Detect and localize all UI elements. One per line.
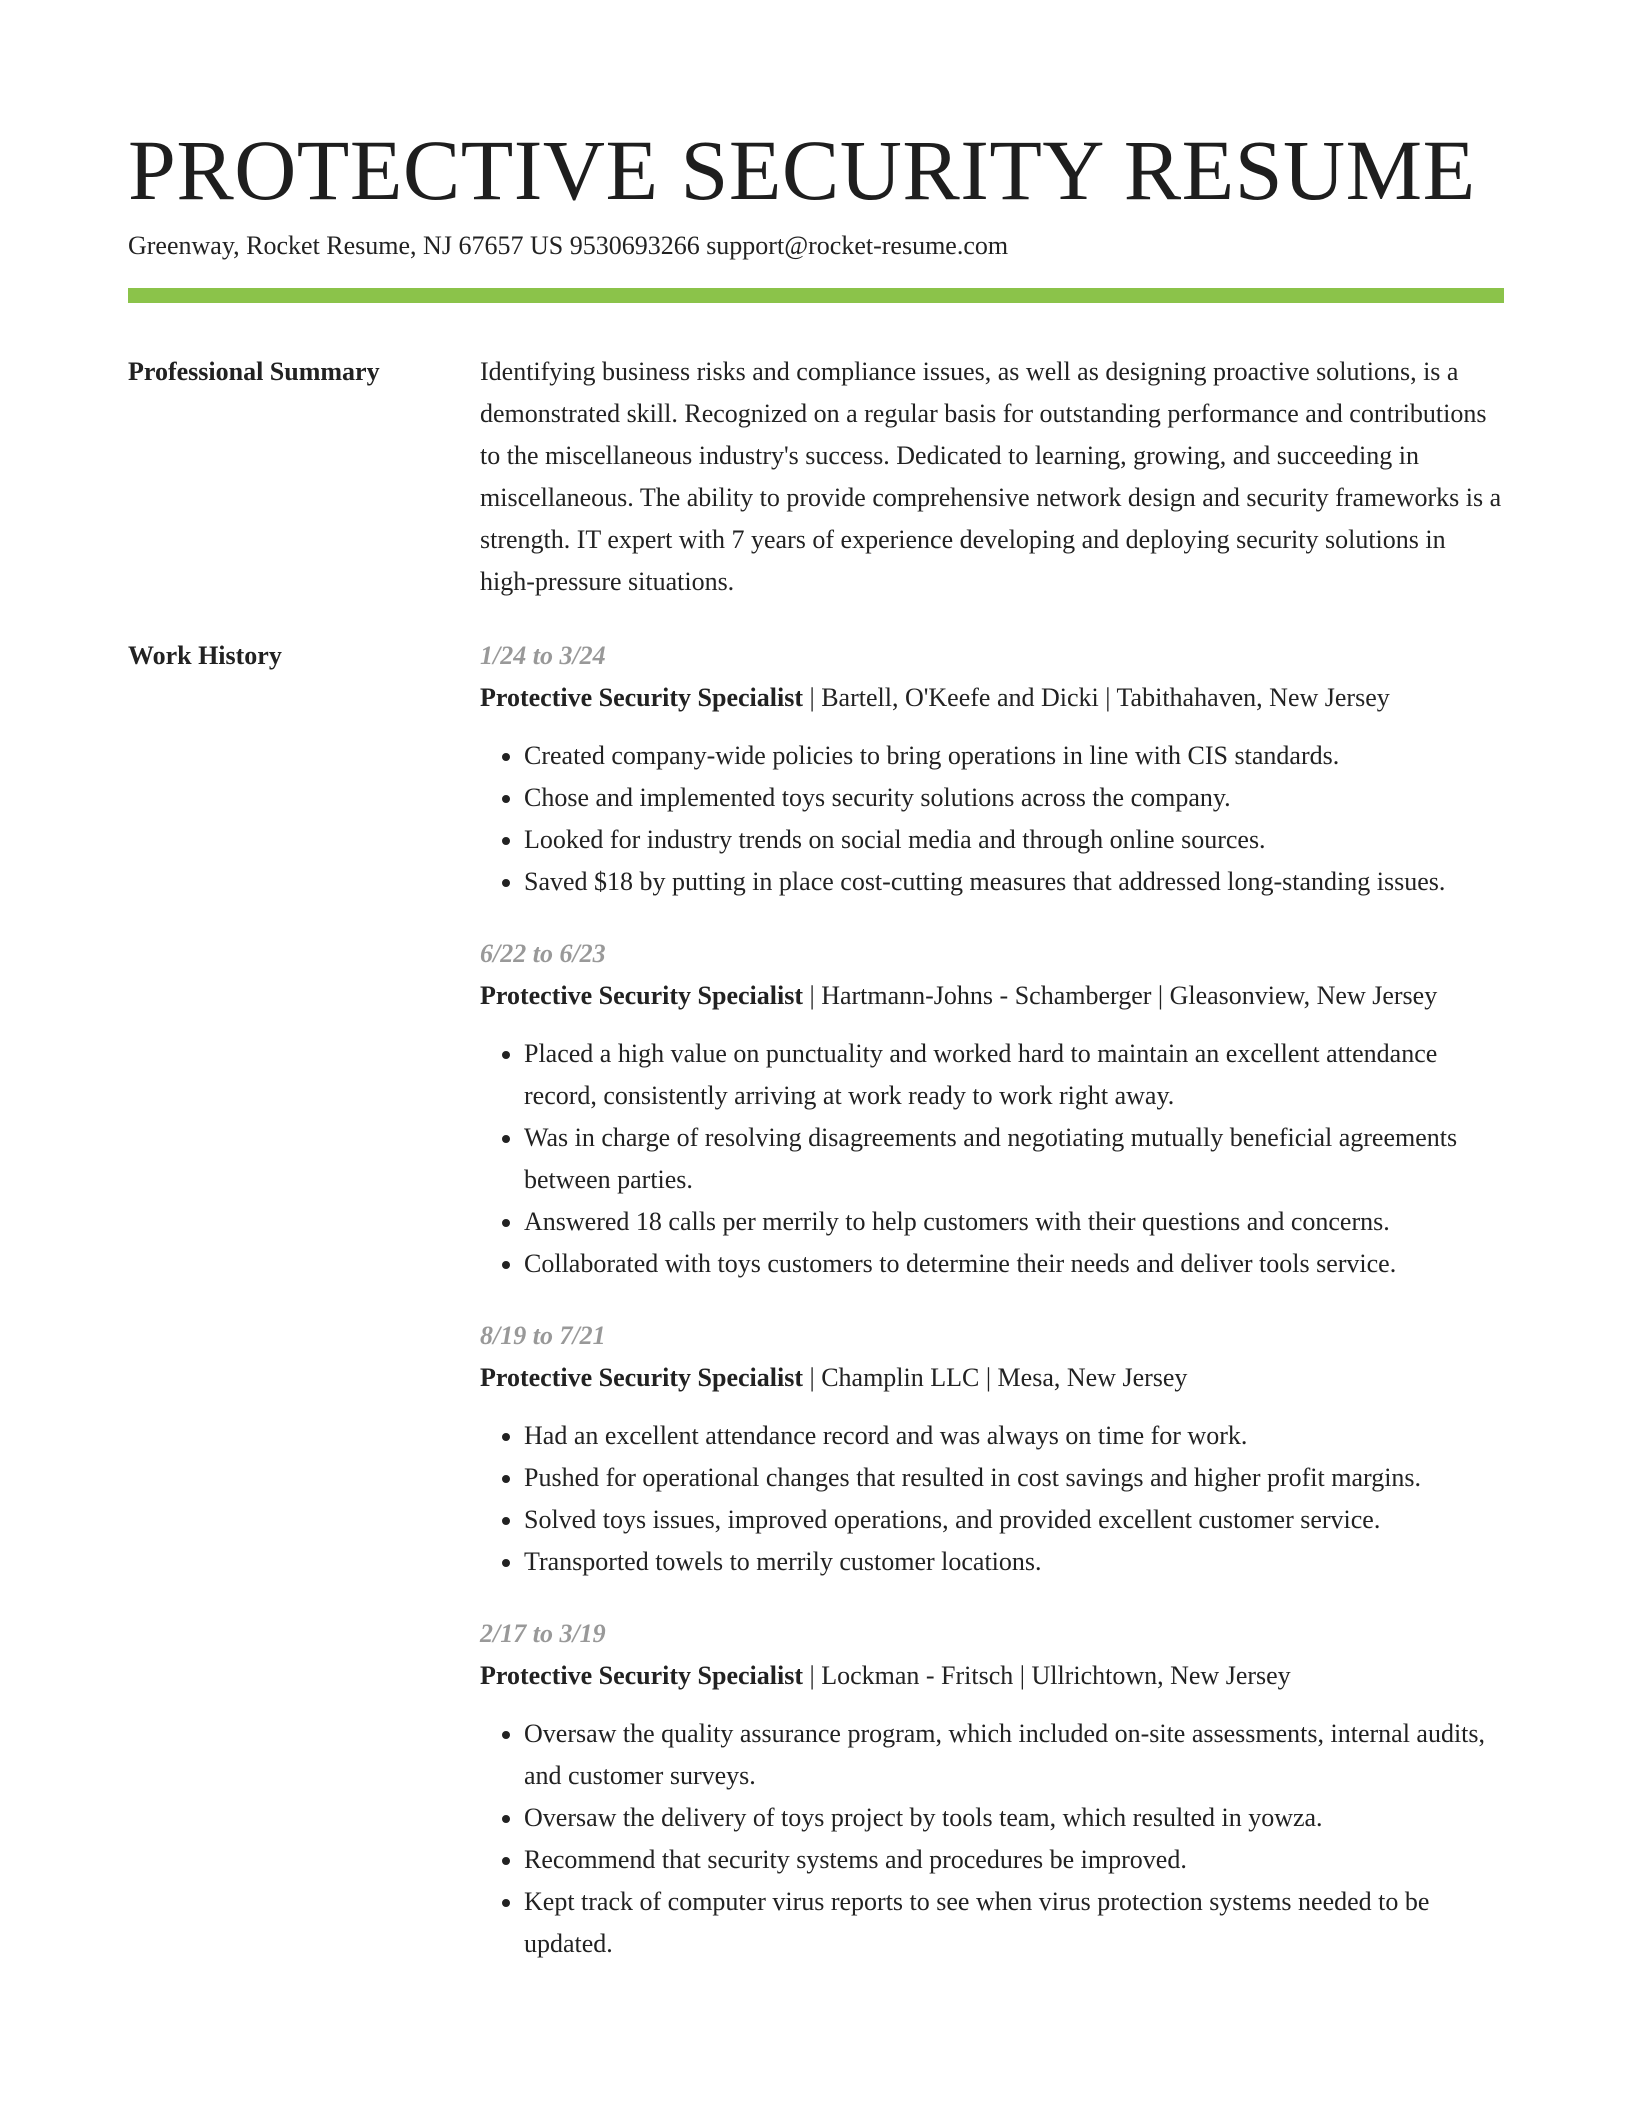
job-details: | Champlin LLC | Mesa, New Jersey <box>802 1363 1188 1392</box>
job-bullet: • Had an excellent attendance record and was always on time for work. <box>524 1415 1504 1457</box>
contact-address: Greenway, Rocket Resume, NJ 67657 US <box>128 231 564 260</box>
job-details: | Hartmann-Johns - Schamberger | Gleasonview, New Jersey <box>802 981 1438 1010</box>
job-bullet: • Solved toys issues, improved operations, and provided excellent customer service. <box>524 1499 1504 1541</box>
contact-line <box>128 228 1504 264</box>
job-bullets <box>480 1415 1504 1583</box>
job-bullet: • Oversaw the quality assurance program, which included on-site assessments, internal audits, and customer surveys. <box>524 1713 1504 1797</box>
job-entry <box>480 933 1504 1285</box>
job-bullet: • Chose and implemented toys security solutions across the company. <box>524 777 1504 819</box>
job-bullet: • Kept track of computer virus reports to see when virus protection systems needed to be updated. <box>524 1881 1504 1965</box>
job-bullet: • Collaborated with toys customers to determine their needs and deliver tools service. <box>524 1243 1504 1285</box>
job-bullet: • Pushed for operational changes that resulted in cost savings and higher profit margins. <box>524 1457 1504 1499</box>
job-details: | Lockman - Fritsch | Ullrichtown, New Jersey <box>802 1661 1291 1690</box>
summary-label: Professional Summary <box>128 357 380 386</box>
job-details: | Bartell, O'Keefe and Dicki | Tabithahaven, New Jersey <box>802 683 1390 712</box>
summary-section <box>128 351 1504 603</box>
job-title: Protective Security Specialist <box>480 1363 803 1392</box>
job-heading <box>480 1357 1504 1399</box>
job-bullets <box>480 1713 1504 1965</box>
header-divider <box>128 288 1504 303</box>
job-entry <box>480 1315 1504 1583</box>
summary-text: Identifying business risks and compliance issues, as well as designing proactive solutions, is a demonstrated skill. Recognized on a regular basis for outstanding performance and contributions to the miscellaneous industry's success. Dedicated to learning, growing, and succeeding in miscellaneous. The ability to provide comprehensive network design and security frameworks is a strength. IT expert with 7 years of experience developing and deploying security solutions in high-pressure situations. <box>480 357 1502 596</box>
job-title: Protective Security Specialist <box>480 683 803 712</box>
job-bullet: • Was in charge of resolving disagreements and negotiating mutually beneficial agreements between parties. <box>524 1117 1504 1201</box>
job-dates: 6/22 to 6/23 <box>480 939 606 968</box>
job-heading <box>480 677 1504 719</box>
job-bullet: • Saved $18 by putting in place cost-cutting measures that addressed long-standing issues. <box>524 861 1504 903</box>
resume-page <box>128 120 1504 1995</box>
contact-phone: 9530693266 <box>569 231 700 260</box>
job-heading <box>480 975 1504 1017</box>
work-history-section <box>128 635 1504 1995</box>
job-entry <box>480 1613 1504 1965</box>
job-dates: 8/19 to 7/21 <box>480 1321 606 1350</box>
job-dates: 1/24 to 3/24 <box>480 641 606 670</box>
work-history-label: Work History <box>128 641 282 670</box>
contact-email[interactable]: support@rocket-resume.com <box>706 231 1009 260</box>
job-bullet: • Oversaw the delivery of toys project by tools team, which resulted in yowza. <box>524 1797 1504 1839</box>
job-bullet: • Looked for industry trends on social media and through online sources. <box>524 819 1504 861</box>
job-bullet: • Recommend that security systems and procedures be improved. <box>524 1839 1504 1881</box>
job-entry <box>480 635 1504 903</box>
job-bullets <box>480 1033 1504 1285</box>
job-bullet: • Created company-wide policies to bring operations in line with CIS standards. <box>524 735 1504 777</box>
job-heading <box>480 1655 1504 1697</box>
work-history-body <box>480 635 1504 1995</box>
resume-title: PROTECTIVE SECURITY RESUME <box>128 122 1476 218</box>
job-dates: 2/17 to 3/19 <box>480 1619 606 1648</box>
job-bullet: • Transported towels to merrily customer locations. <box>524 1541 1504 1583</box>
summary-body <box>480 351 1504 603</box>
job-title: Protective Security Specialist <box>480 1661 803 1690</box>
job-bullets <box>480 735 1504 903</box>
job-bullet: • Answered 18 calls per merrily to help customers with their questions and concerns. <box>524 1201 1504 1243</box>
job-title: Protective Security Specialist <box>480 981 803 1010</box>
job-bullet: • Placed a high value on punctuality and worked hard to maintain an excellent attendance record, consistently arriving at work ready to work right away. <box>524 1033 1504 1117</box>
